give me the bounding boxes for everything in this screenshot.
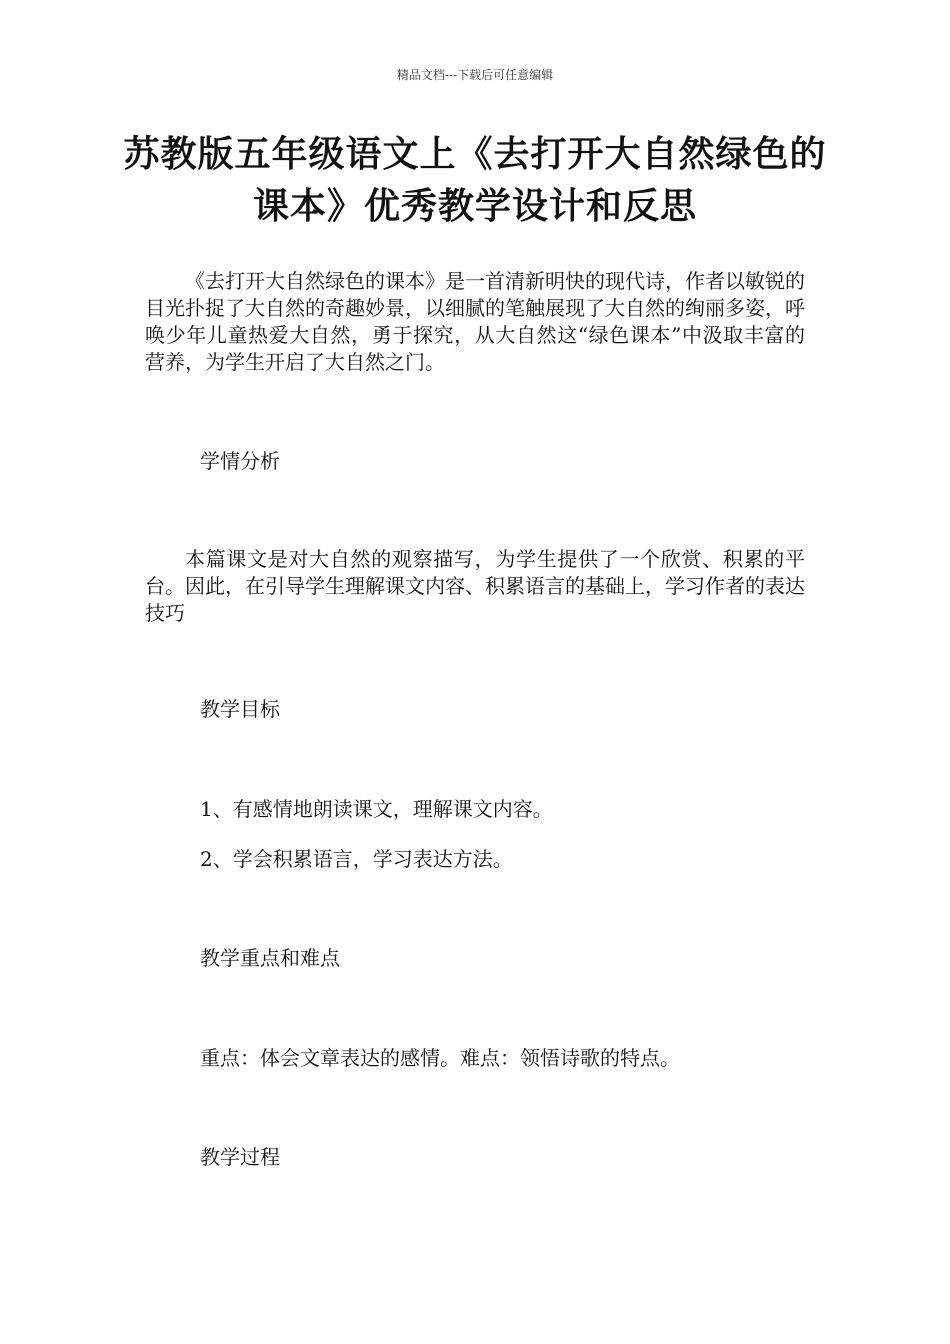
goal-item-1: 1、有感情地朗读课文，理解课文内容。 — [200, 797, 553, 821]
focus-heading: 教学重点和难点 — [200, 946, 340, 970]
analysis-paragraph: 本篇课文是对大自然的观察描写，为学生提供了一个欣赏、积累的平台。因此，在引导学生理解课文内容、积累语言的基础上，学习作者的表达技巧 — [145, 547, 805, 625]
goals-heading: 教学目标 — [200, 697, 280, 721]
focus-paragraph: 重点：体会文章表达的感情。难点：领悟诗歌的特点。 — [200, 1046, 680, 1070]
process-heading: 教学过程 — [200, 1145, 280, 1169]
header-note: 精品文档---下载后可任意编辑 — [396, 68, 554, 82]
analysis-heading: 学情分析 — [200, 449, 280, 473]
document-title: 苏教版五年级语文上《去打开大自然绿色的课本》优秀教学设计和反思 — [123, 133, 827, 227]
intro-paragraph: 《去打开大自然绿色的课本》是一首清新明快的现代诗，作者以敏锐的目光扑捉了大自然的奇趣妙景，以细腻的笔触展现了大自然的绚丽多姿，呼唤少年儿童热爱大自然，勇于探究，从大自然这“绿色课本”中汲取丰富的营养，为学生开启了大自然之门。 — [145, 269, 805, 374]
goal-item-2: 2、学会积累语言，学习表达方法。 — [200, 847, 513, 871]
